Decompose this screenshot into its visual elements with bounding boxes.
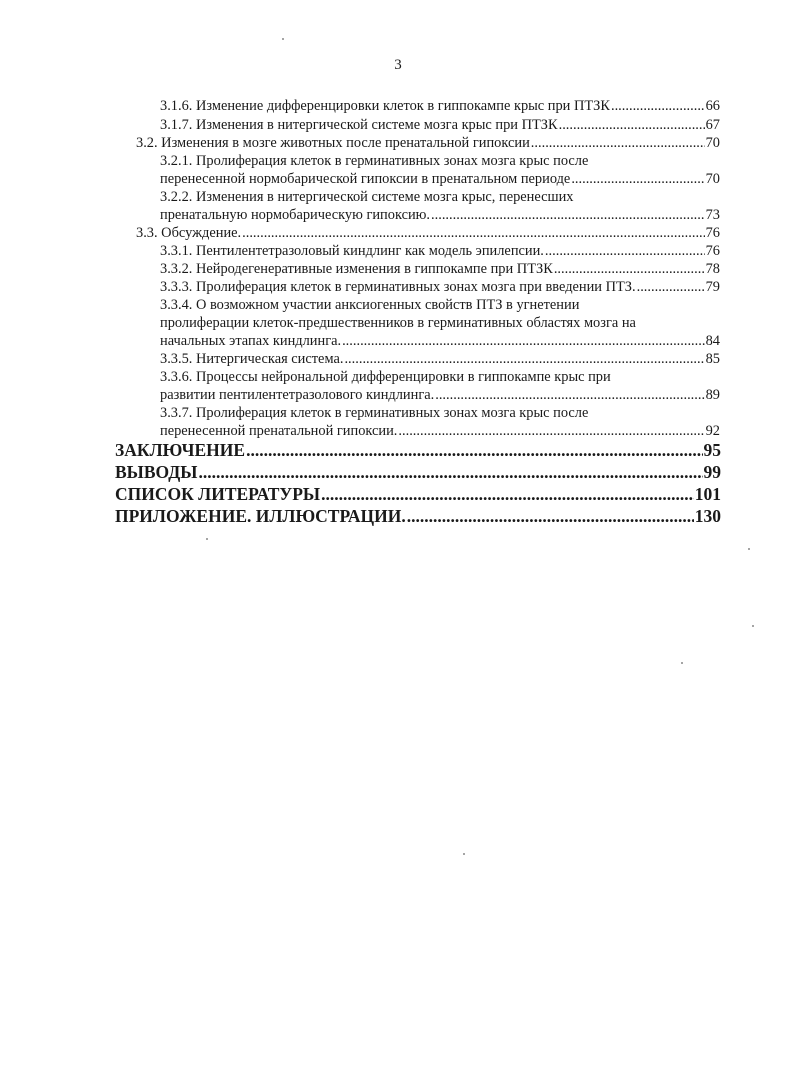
toc-entry-3-3[interactable] [136, 224, 720, 242]
toc-entry-title: 3.1.6. Изменение дифференцировки клеток в гиппокампе крыс при ПТЗК [160, 98, 610, 114]
toc-entry-title: СПИСОК ЛИТЕРАТУРЫ [115, 484, 321, 504]
dot-leader [531, 134, 705, 152]
toc-page-number: 130 [694, 506, 721, 526]
toc-entry-3-3-5[interactable] [160, 350, 720, 368]
toc-entry-title-line: 3.3.6. Процессы нейрональной дифференцировки в гиппокампе крыс при [160, 369, 611, 385]
toc-page-number: 73 [705, 207, 720, 223]
toc-entry-findings[interactable] [115, 462, 721, 483]
toc-entry-title-line: 3.2.2. Изменения в нитергической системе мозга крыс, перенесших [160, 189, 574, 205]
toc-entry-title-line: перенесенной пренатальной гипоксии. [160, 423, 398, 439]
toc-entry-title-line: пренатальную нормобарическую гипоксию. [160, 207, 431, 223]
dot-leader [242, 224, 704, 242]
toc-page-number: 89 [705, 387, 720, 403]
dot-leader [554, 260, 705, 278]
scan-speck [752, 625, 754, 627]
toc-page-number: 99 [703, 462, 721, 482]
scan-speck [681, 662, 683, 664]
toc-entry-title-line: 3.2.1. Пролиферация клеток в герминативных зонах мозга крыс после [160, 153, 589, 169]
toc-entry-title: 3.3. Обсуждение. [136, 225, 242, 241]
toc-entry-title: ВЫВОДЫ [115, 462, 198, 482]
toc-entry-title: 3.3.2. Нейродегенеративные изменения в гиппокампе при ПТЗК [160, 261, 553, 277]
dot-leader [545, 242, 705, 260]
dot-leader [321, 484, 694, 505]
toc-entry-3-3-3[interactable] [160, 278, 720, 296]
dot-leader [559, 116, 705, 134]
toc-entry-title-line: 3.3.4. О возможном участии анксиогенных свойств ПТЗ в угнетении [160, 297, 580, 313]
dot-leader [637, 278, 705, 296]
toc-entry-title: 3.1.7. Изменения в нитергической системе мозга крыс при ПТЗК [160, 117, 558, 133]
toc-page-number: 67 [705, 117, 720, 133]
toc-entry-title-line: перенесенной нормобарической гипоксии в пренатальном периоде [160, 171, 571, 187]
toc-page-number: 66 [705, 98, 720, 114]
toc-entry-title: 3.3.5. Нитергическая система. [160, 351, 344, 367]
toc-entry-3-2[interactable] [136, 134, 720, 152]
toc-page-number: 79 [705, 279, 720, 295]
toc-entry-title: 3.3.1. Пентилентетразоловый киндлинг как модель эпилепсии. [160, 243, 544, 259]
dot-leader [342, 332, 705, 350]
toc-entry-title-line: развитии пентилентетразолового киндлинга. [160, 387, 435, 403]
toc-page-number: 70 [705, 135, 720, 151]
dot-leader [398, 422, 704, 440]
scan-speck [282, 38, 284, 40]
toc-page-number: 101 [694, 484, 721, 504]
scan-speck [206, 538, 208, 540]
toc-entry-title: 3.3.3. Пролиферация клеток в герминативных зонах мозга при введении ПТЗ. [160, 279, 636, 295]
toc-page-number: 70 [705, 171, 720, 187]
scan-speck [748, 548, 750, 550]
dot-leader [611, 97, 705, 115]
dot-leader [435, 386, 704, 404]
toc-entry-title: ЗАКЛЮЧЕНИЕ [115, 440, 246, 460]
toc-entry-3-1-7[interactable] [160, 116, 720, 134]
toc-entry-title: ПРИЛОЖЕНИЕ. ИЛЛЮСТРАЦИИ. [115, 506, 406, 526]
toc-entry-title-line: 3.3.7. Пролиферация клеток в герминативных зонах мозга крыс после [160, 405, 589, 421]
toc-page-number: 78 [705, 261, 720, 277]
toc-page-number: 95 [703, 440, 721, 460]
toc-entry-3-3-4[interactable] [160, 296, 720, 350]
toc-entry-references[interactable] [115, 484, 721, 505]
scan-speck [463, 853, 465, 855]
toc-entry-3-3-2[interactable] [160, 260, 720, 278]
toc-page-number: 76 [705, 225, 720, 241]
toc-page-number: 84 [705, 333, 720, 349]
toc-entry-3-3-1[interactable] [160, 242, 720, 260]
toc-page-number: 92 [705, 423, 720, 439]
dot-leader [246, 440, 702, 461]
toc-entry-appendix[interactable] [115, 506, 721, 527]
toc-entry-title-line: пролиферации клеток-предшественников в герминативных областях мозга на [160, 315, 636, 331]
toc-entry-conclusion[interactable] [115, 440, 721, 461]
toc-entry-3-1-6[interactable] [160, 97, 720, 115]
toc-entry-3-3-7[interactable] [160, 404, 720, 440]
toc-page-number: 76 [705, 243, 720, 259]
toc-page-number: 85 [705, 351, 720, 367]
toc-entry-title-line: начальных этапах киндлинга. [160, 333, 342, 349]
toc-entry-3-3-6[interactable] [160, 368, 720, 404]
dot-leader [199, 462, 703, 483]
dot-leader [431, 206, 705, 224]
toc-entry-3-2-1[interactable] [160, 152, 720, 188]
dot-leader [571, 170, 704, 188]
dot-leader [407, 506, 694, 527]
toc-entry-title: 3.2. Изменения в мозге животных после пренатальной гипоксии [136, 135, 530, 151]
dot-leader [344, 350, 704, 368]
toc-entry-3-2-2[interactable] [160, 188, 720, 224]
page-number: 3 [394, 57, 402, 73]
